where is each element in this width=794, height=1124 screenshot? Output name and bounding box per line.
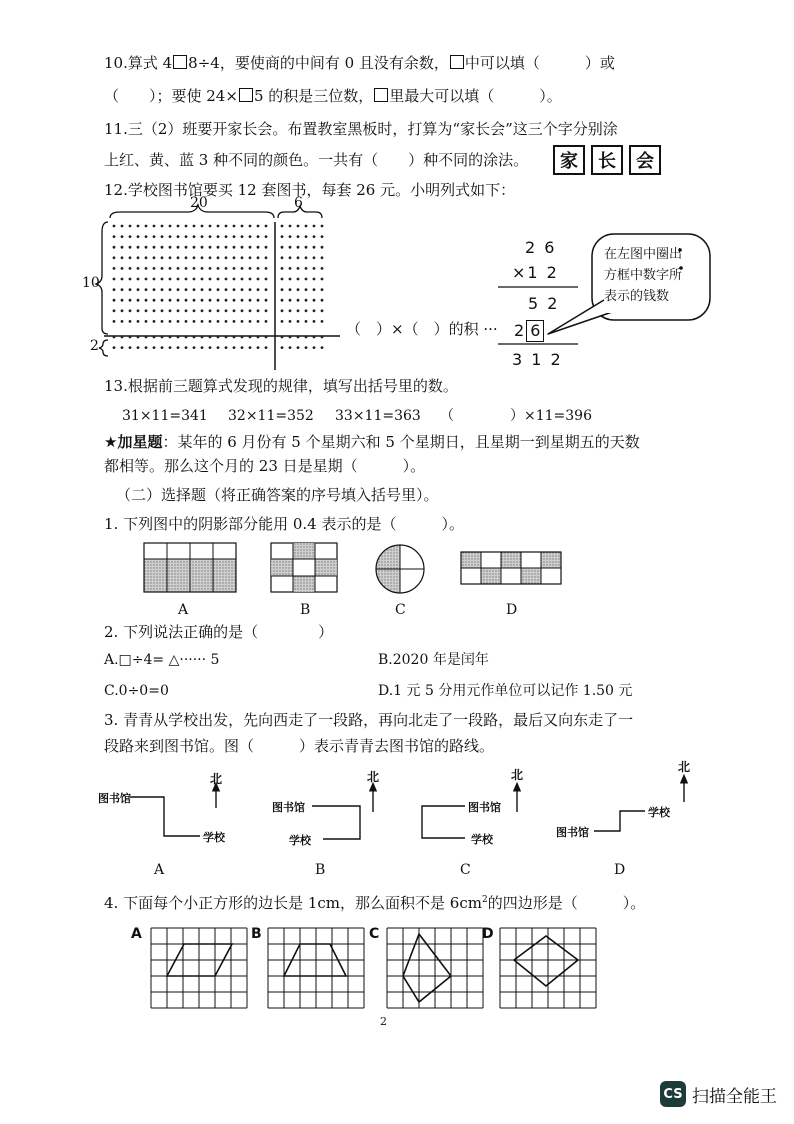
c4-label-b: B: [251, 926, 262, 942]
c2-option-d: D.1 元 5 分用元作单位可以记作 1.50 元: [378, 683, 633, 699]
c1-label-b: B: [300, 602, 311, 618]
c2-title: 2. 下列说法正确的是（ ）: [104, 623, 334, 641]
c3d-library: 图书馆: [556, 826, 589, 839]
c3d-school: 学校: [648, 806, 670, 819]
c3b-school: 学校: [289, 834, 311, 847]
c4-label-a: A: [131, 926, 142, 942]
q11-line1: 11.三（2）班要开家长会。布置教室黑板时，打算为“家长会”这三个字分别涂: [104, 120, 618, 138]
c2-option-b: B.2020 年是闰年: [378, 652, 489, 668]
c3d-north: 北: [678, 760, 691, 774]
cs-badge-icon: CS: [660, 1081, 686, 1107]
char-tile: 家: [553, 145, 585, 175]
q13-eq4: （ ）×11=396: [440, 408, 592, 424]
watermark-logo: [660, 1081, 777, 1107]
q13-eq2: 32×11=352: [228, 408, 314, 424]
bubble-line: 在左图中圈出: [604, 247, 683, 262]
c3-label-c: C: [460, 862, 471, 878]
c4-label-d: D: [482, 926, 494, 942]
q10-text: 8÷4，要使商的中间有 0 且没有余数，: [188, 54, 449, 72]
c3-line1: 3. 青青从学校出发，先向西走了一段路，再向北走了一段路，最后又向东走了一: [104, 711, 634, 729]
calc-row3: 5 2: [528, 294, 560, 313]
c4-superscript: 2: [481, 895, 488, 905]
char-tile: 长: [591, 145, 623, 175]
q12-blank-text: （ ）×（ ）的积 ···: [346, 320, 498, 338]
q10-text: 里最大可以填（ ）。: [389, 87, 562, 105]
c1-title: 1. 下列图中的阴影部分能用 0.4 表示的是（ ）。: [104, 515, 464, 533]
bubble-line: 表示的钱数: [604, 289, 670, 304]
c3c-school: 学校: [471, 833, 493, 846]
c4-text: 4. 下面每个小正方形的边长是 1cm，那么面积不是 6cm: [104, 894, 482, 912]
bubble-line: 方框中数字所: [604, 268, 683, 283]
c2-option-c: C.0÷0=0: [104, 683, 169, 699]
q10-text: 10.算式 4: [104, 54, 173, 72]
q13-eq3: 33×11=363: [335, 408, 421, 424]
c3-label-b: B: [315, 862, 326, 878]
calc-row5: 3 1 2: [512, 350, 563, 369]
c3-line2: 段路来到图书馆。图（ ）表示青青去图书馆的路线。: [104, 737, 495, 755]
c2-option-a: A.□÷4= △······ 5: [104, 652, 220, 668]
c4-text: 的四边形是（ ）。: [487, 894, 646, 912]
label-20: 20: [190, 195, 208, 211]
q13-eq1: 31×11=341: [122, 408, 208, 424]
section-2-title: （二）选择题（将正确答案的序号填入括号里）。: [116, 486, 439, 504]
c3a-school: 学校: [203, 831, 225, 844]
c3-label-a: A: [154, 862, 165, 878]
bonus-line2: 都相等。那么这个月的 23 日是星期（ ）。: [104, 457, 426, 475]
calc-row1: 2 6: [525, 238, 557, 257]
q10-text: 中可以填（ ）或: [464, 54, 615, 72]
c3b-library: 图书馆: [272, 801, 305, 814]
c3a-library: 图书馆: [98, 792, 131, 805]
c3b-north: 北: [367, 770, 380, 784]
watermark-text: 扫描全能王: [692, 1086, 777, 1107]
q12-title: 12.学校图书馆要买 12 套图书，每套 26 元。小明列式如下：: [104, 181, 516, 199]
label-2: 2: [90, 338, 99, 354]
page-number: 2: [380, 1015, 387, 1028]
label-10: 10: [82, 275, 100, 291]
c3c-library: 图书馆: [468, 801, 501, 814]
q10-text: （ ）；要使 24×: [104, 87, 238, 105]
calc-boxed-digit: 6: [526, 320, 544, 342]
c1-label-d: D: [506, 602, 518, 618]
bonus-star-label: ★加星题: [104, 433, 163, 451]
c4-label-c: C: [369, 926, 380, 942]
q11-line2: 上红、黄、蓝 3 种不同的颜色。一共有（ ）种不同的涂法。: [104, 151, 529, 169]
calc-row2: ×1 2: [512, 263, 559, 282]
label-6: 6: [294, 195, 303, 211]
c1-label-a: A: [178, 602, 189, 618]
q10-text: 5 的积是三位数，: [253, 87, 374, 105]
q13-title: 13.根据前三题算式发现的规律，填写出括号里的数。: [104, 377, 458, 395]
c4-grids: [151, 928, 596, 1008]
c3-label-d: D: [614, 862, 626, 878]
c1-label-c: C: [395, 602, 406, 618]
c3c-north: 北: [511, 768, 524, 782]
calc-digit: 2: [514, 321, 525, 340]
c3a-north: 北: [210, 772, 223, 786]
bonus-text: ：某年的 6 月份有 5 个星期六和 5 个星期日，且星期一到星期五的天数: [162, 433, 640, 451]
char-tile: 会: [629, 145, 661, 175]
